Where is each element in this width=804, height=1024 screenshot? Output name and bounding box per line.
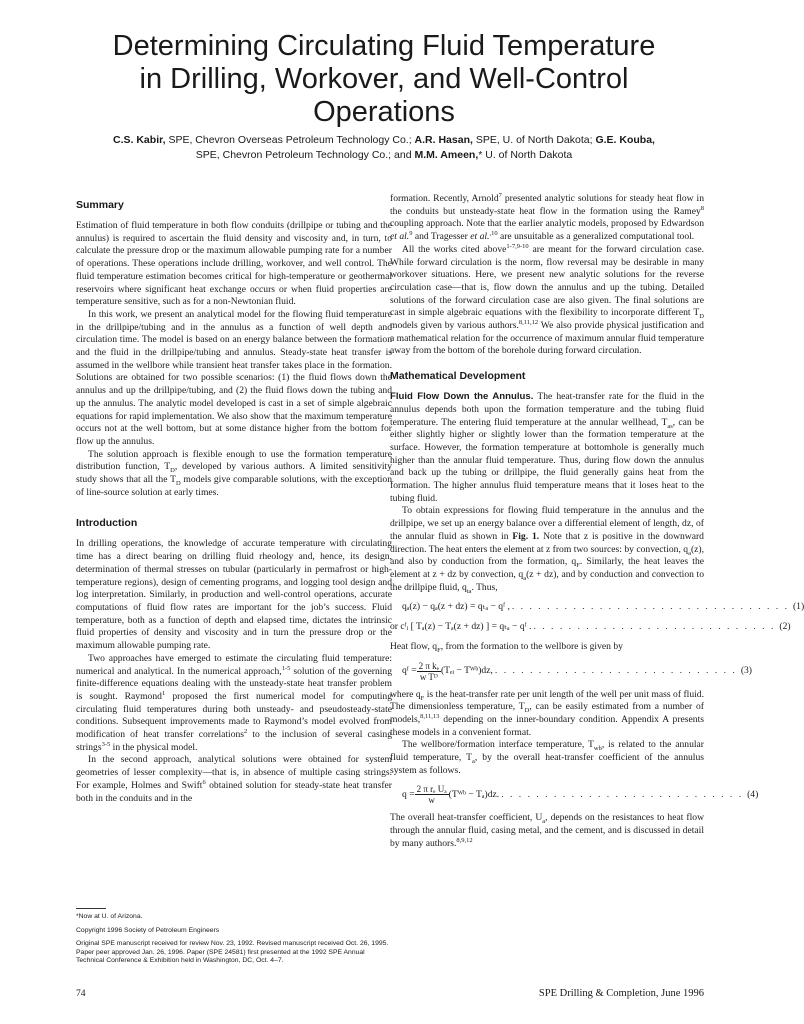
- journal-footer: SPE Drilling & Completion, June 1996: [538, 988, 704, 999]
- citation-ref: ,10: [489, 229, 498, 237]
- text-run: and Tragesser: [412, 231, 471, 243]
- intro-paragraph-3: [76, 754, 392, 805]
- author-name: A.R. Hasan,: [414, 134, 473, 146]
- text-run: To obtain expressions for flowing fluid temperature in the annulus and the drillpipe, we set up an energy balance over a differential element of length, dz, of the annular fluid as shown in: [390, 505, 704, 542]
- title-line-2: in Drilling, Workover, and Well-Control: [139, 63, 629, 95]
- equation-expression: or cᶠᵢ [ Tₐ(z) − Tₐ(z + dz) ] = qₜₐ − qᶠ .: [390, 621, 532, 633]
- subscript: a: [688, 549, 691, 557]
- author-line-1: [60, 133, 708, 148]
- summary-heading: Summary: [76, 199, 124, 211]
- fraction-denominator: w Tᴰ: [419, 671, 438, 682]
- intro-paragraph-1: In drilling operations, the knowledge of accurate temperature with circulating time has a direct bearing on drilling fluid rheology and, hence, its design, determination of thermal stresses on tubular (particularly in permafrost or high-temperature regions), design of cementing programs, and logging tool design and log interpretation. Similarly, in production and well-control operations, accurate computations of fluid flow rates are important for the job’s success. Fluid temperature, both as a function of depth and elapsed time, dictates the intrinsic fluid properties of density and viscosity and in turn the pressure drop or the maximum allowable pumping rate.: [76, 538, 392, 652]
- text-run: The heat-transfer rate for the fluid in the annulus depends both upon the formation temperature and the tubing fluid temperature. The entering fluid temperature at the annular wellhead, T: [390, 391, 704, 428]
- citation-ref: 2: [244, 727, 248, 735]
- subscript: D: [170, 467, 175, 475]
- right-paragraph-8: [390, 812, 704, 850]
- right-paragraph-7: [390, 739, 704, 777]
- text-run: Note that z is positive in the downward direction. The heat enters the element at z from two sources: by convection, q: [390, 530, 704, 555]
- text-run: formation. Recently, Arnold: [390, 193, 499, 204]
- math-development-heading: Mathematical Development: [390, 370, 526, 383]
- equation-leader-dots: . . . . . . . . . . . . . . . . . . . . . . . . . . . .: [501, 788, 744, 800]
- equation-number: (3): [740, 664, 752, 676]
- subscript: a: [523, 574, 527, 582]
- equation-lhs: qᶠ =: [402, 664, 417, 676]
- subsection-runin-heading: Fluid Flow Down the Annulus.: [390, 391, 534, 403]
- text-run: to the inclusion of several casing strings: [76, 729, 392, 753]
- text-run: is the heat-transfer rate per unit length of the well per unit mass of fluid. The dimensionless temperature, T: [390, 688, 704, 713]
- equation-fraction: [417, 661, 441, 682]
- footnote-affiliation: *Now at U. of Arizona.: [76, 913, 143, 920]
- text-run: are meant for the forward circulation case. While forward circulation is the norm, flow reversal may be desirable in many workover situations. Here, we present new analytic solutions for the reverse circulation case—that is, flow down the annulus and up the tubing. Detailed solutions of the forward circulation case are also given. The final solutions are cast in simple algebraic equations with the flexibility to incorporate different T: [390, 243, 704, 319]
- subscript: D: [175, 479, 181, 487]
- author-affiliation: SPE, U. of North Dakota;: [472, 134, 596, 146]
- text-run: , from the formation to the wellbore is given by: [440, 640, 623, 652]
- subscript: ta: [466, 587, 472, 595]
- text-run: Heat flow, q: [390, 640, 438, 652]
- citation-ref: 1: [161, 689, 166, 697]
- equation-leader-dots: . . . . . . . . . . . . . . . . . . . . . . . . . . . . . . . .: [511, 601, 789, 613]
- equation-fraction: [415, 784, 449, 805]
- author-line-2: [60, 148, 708, 163]
- text-run: presented analytic solutions for steady heat flow in the conduits but unsteady-state heat flow in the formation using the Ramey: [390, 193, 704, 217]
- right-paragraph-1: [390, 193, 704, 244]
- text-run: obtained solution for steady-state heat transfer both in the conduits and in the: [76, 779, 392, 804]
- citation-ref: 1-5: [281, 664, 291, 672]
- footnotes: [76, 908, 392, 971]
- equation-rhs: (Tᵂᵇ − Tₐ)dz.: [448, 788, 500, 800]
- text-run: The solution approach is flexible enough to use the formation temperature distribution function, T: [76, 448, 392, 473]
- subscript: F: [420, 694, 425, 702]
- summary-paragraph-1: Estimation of fluid temperature in both flow conduits (drillpipe or tubing and the annulus) is required to ascertain the fluid density and viscosity and, in turn, to calculate the pressure drop or the maximum allowable pumping rate for a number of operations. These operations include drilling, workover, and well control. The fluid temperature estimation becomes critical for high-temperature or geothermal reservoirs where significant heat exchange occurs or when fluid properties are temperature sensitive, such as for a non-Newtonian fluid.: [76, 220, 392, 308]
- text-run: . Similarly, the heat leaves the element at z + dz by convection, q: [390, 556, 705, 580]
- right-paragraph-5: [390, 641, 704, 654]
- fraction-numerator: 2 π kₑ: [418, 660, 439, 671]
- text-run: , by the overall heat-transfer coefficient of the annulus system as follows.: [390, 752, 705, 776]
- equation-number: (2): [779, 621, 791, 633]
- right-paragraph-4: [390, 505, 704, 594]
- author-name: M.M. Ameen,: [414, 149, 479, 161]
- subscript: wb: [593, 745, 602, 753]
- text-run: models given by various authors.: [390, 320, 519, 332]
- text-run: Two approaches have emerged to estimate the circulating fluid temperature: numerical and analytical. In the numerical approach,: [76, 652, 392, 677]
- page-number: 74: [76, 988, 86, 999]
- citation-ref: 8: [700, 204, 704, 212]
- equation-number: (4): [747, 788, 759, 800]
- citation-ref: 9: [409, 229, 413, 237]
- citation-ref: 3-5: [101, 740, 111, 748]
- subscript: as: [667, 422, 673, 430]
- text-run: coupling approach. Note that the earlier analytic models, proposed by Edwardson: [390, 218, 704, 230]
- text-run: We also provide physical justification and a mathematical relation for the occurrence of maximum annular fluid temperature away from the bottom of the borehole during forward circulation.: [390, 320, 704, 357]
- author-affiliation: SPE, Chevron Overseas Petroleum Technology Co.;: [165, 134, 415, 146]
- summary-paragraph-2: In this work, we present an analytical model for the flowing fluid temperature in the drillpipe/tubing and in the annulus as a function of well depth and circulation time. The model is based on an energy balance between the formation and the fluid in the drillpipe/tubing and annulus. Steady-state heat transfer is assumed in the wellbore while transient heat transfer takes place in the formation. Solutions are obtained for two possible scenarios: (1) the fluid flows down the annulus and up the drillpipe/tubing, and (2) the fluid flows down the tubing and up the annulus. The analytic model developed is cast in a set of simple algebraic equations for rapid implementation. We also show that the maximum temperature occurs not at the well bottom, but at some distance higher from the bottom for flow up the annulus.: [76, 308, 392, 447]
- text-run: , developed by various authors. A limited sensitivity study shows that all the T: [76, 461, 392, 486]
- text-run: models give comparable solutions, with the exception of line-source solution at early times.: [76, 474, 393, 498]
- left-column: [76, 193, 392, 805]
- equation-expression: qₐ(z) − qₐ(z + dz) = qₜₐ − qᶠ ,: [402, 601, 510, 613]
- text-run: are unsuitable as a generalized computational tool.: [497, 231, 695, 243]
- citation-ref: 1-7,9-10: [506, 242, 529, 250]
- text-run: , depends on the resistances to heat flow through the annular fluid, casing metal, and the cement, and is discussed in detail by many authors.: [390, 812, 705, 849]
- equation-3: [390, 660, 752, 682]
- right-paragraph-6: [390, 689, 704, 740]
- subscript: F: [437, 646, 441, 654]
- text-run: depending on the inner-boundary condition. Appendix A presents these models in a convenient format.: [390, 713, 704, 738]
- text-run: , is related to the annular fluid temperature, T: [390, 739, 705, 764]
- subscript: D: [699, 313, 704, 321]
- equation-2: [390, 621, 791, 634]
- title-line-3: Operations: [313, 96, 455, 128]
- equation-leader-dots: . . . . . . . . . . . . . . . . . . . . . . . . . . . .: [494, 664, 737, 676]
- intro-paragraph-2: [76, 653, 392, 755]
- author-affiliation: SPE, Chevron Petroleum Technology Co.; and: [195, 149, 415, 161]
- citation-ref: 7: [498, 191, 502, 199]
- author-list: [60, 133, 708, 163]
- subscript: D: [524, 707, 530, 715]
- footnote-manuscript-history: Original SPE manuscript received for review Nov. 23, 1992. Revised manuscript received Oct. 26, 1995. Paper peer approved Jan. 26, 1996. Paper (SPE 24581) first presented at the 1992 SPE Annual Technical Conference & Exhibition held in Washington, DC, Oct. 4–7.: [76, 940, 389, 964]
- text-run: et al.: [390, 231, 410, 243]
- text-run: et al.: [470, 231, 490, 243]
- subscript: F: [576, 562, 580, 570]
- introduction-heading: Introduction: [76, 517, 138, 530]
- equation-lhs: q =: [402, 788, 415, 800]
- text-run: . Thus,: [471, 581, 498, 593]
- text-run: In the second approach, analytical solutions were obtained for system geometries of lesser complexity—that is, in absence of multiple casing strings. For example, Holmes and Swift: [76, 754, 392, 791]
- page-title: [40, 30, 728, 129]
- summary-paragraph-3: [76, 449, 392, 500]
- text-run: in the physical model.: [110, 741, 198, 753]
- text-run: , can be easily estimated from a number of models,: [390, 701, 704, 725]
- figure-ref: Fig. 1.: [512, 530, 540, 542]
- text-run: (z), and also by conduction from the formation, q: [390, 543, 704, 568]
- author-affiliation: * U. of North Dakota: [478, 149, 573, 161]
- title-line-1: Determining Circulating Fluid Temperature: [112, 30, 656, 62]
- text-run: solution of the governing finite-difference equations dealing with the unsteady-state heat transfer problem is sought. Raymond: [76, 665, 392, 702]
- text-run: , can be either slightly higher or slightly lower than the formation temperature at the surface. However, the formation temperature at bottomhole is generally much higher than the annular fluid temperature. Thus, during flow down the annulus and back up the tubing or drillpipe, the fluid generally gains heat from the formation. The higher annulus fluid temperature means that it loses heat to the tubing fluid.: [390, 416, 704, 504]
- text-run: All the works cited above: [402, 243, 507, 255]
- equation-rhs: (Tₑᵢ − Tᵂᵇ)dz,: [440, 664, 493, 676]
- subscript: a: [542, 818, 546, 826]
- equation-number: (1): [792, 601, 804, 613]
- equation-4: [390, 784, 759, 806]
- right-paragraph-3: [390, 391, 704, 505]
- fraction-denominator: w: [428, 795, 435, 806]
- citation-ref: 8,11,13: [420, 712, 440, 720]
- equation-leader-dots: . . . . . . . . . . . . . . . . . . . . . . . . . . . .: [533, 621, 776, 633]
- right-paragraph-2: [390, 244, 704, 358]
- text-run: where q: [390, 688, 421, 700]
- citation-ref: 8,11,12: [518, 318, 539, 326]
- footnote-copyright: Copyright 1996 Society of Petroleum Engineers: [76, 926, 220, 934]
- right-column: [390, 191, 804, 851]
- footnote-divider: [76, 908, 106, 909]
- subscript: a: [472, 757, 475, 765]
- author-name: G.E. Kouba,: [595, 134, 655, 146]
- fraction-numerator: 2 π rₑ Uₐ: [416, 784, 447, 795]
- equation-1: [390, 601, 804, 614]
- citation-ref: 6: [202, 778, 206, 786]
- text-run: (z + dz), and by conduction and convection to the drillpipe fluid, q: [390, 568, 704, 593]
- text-run: The wellbore/formation interface temperature, T: [402, 739, 594, 751]
- citation-ref: 8,9,12: [456, 836, 473, 844]
- text-run: The overall heat-transfer coefficient, U: [390, 812, 543, 824]
- author-name: C.S. Kabir,: [113, 134, 166, 146]
- text-run: proposed the first numerical model for computing circulating fluid temperatures during both unsteady- and pseudosteady-state conditions. Subsequent improvements made to Raymond’s model evolved from modification of heat transfer correlations: [76, 690, 392, 741]
